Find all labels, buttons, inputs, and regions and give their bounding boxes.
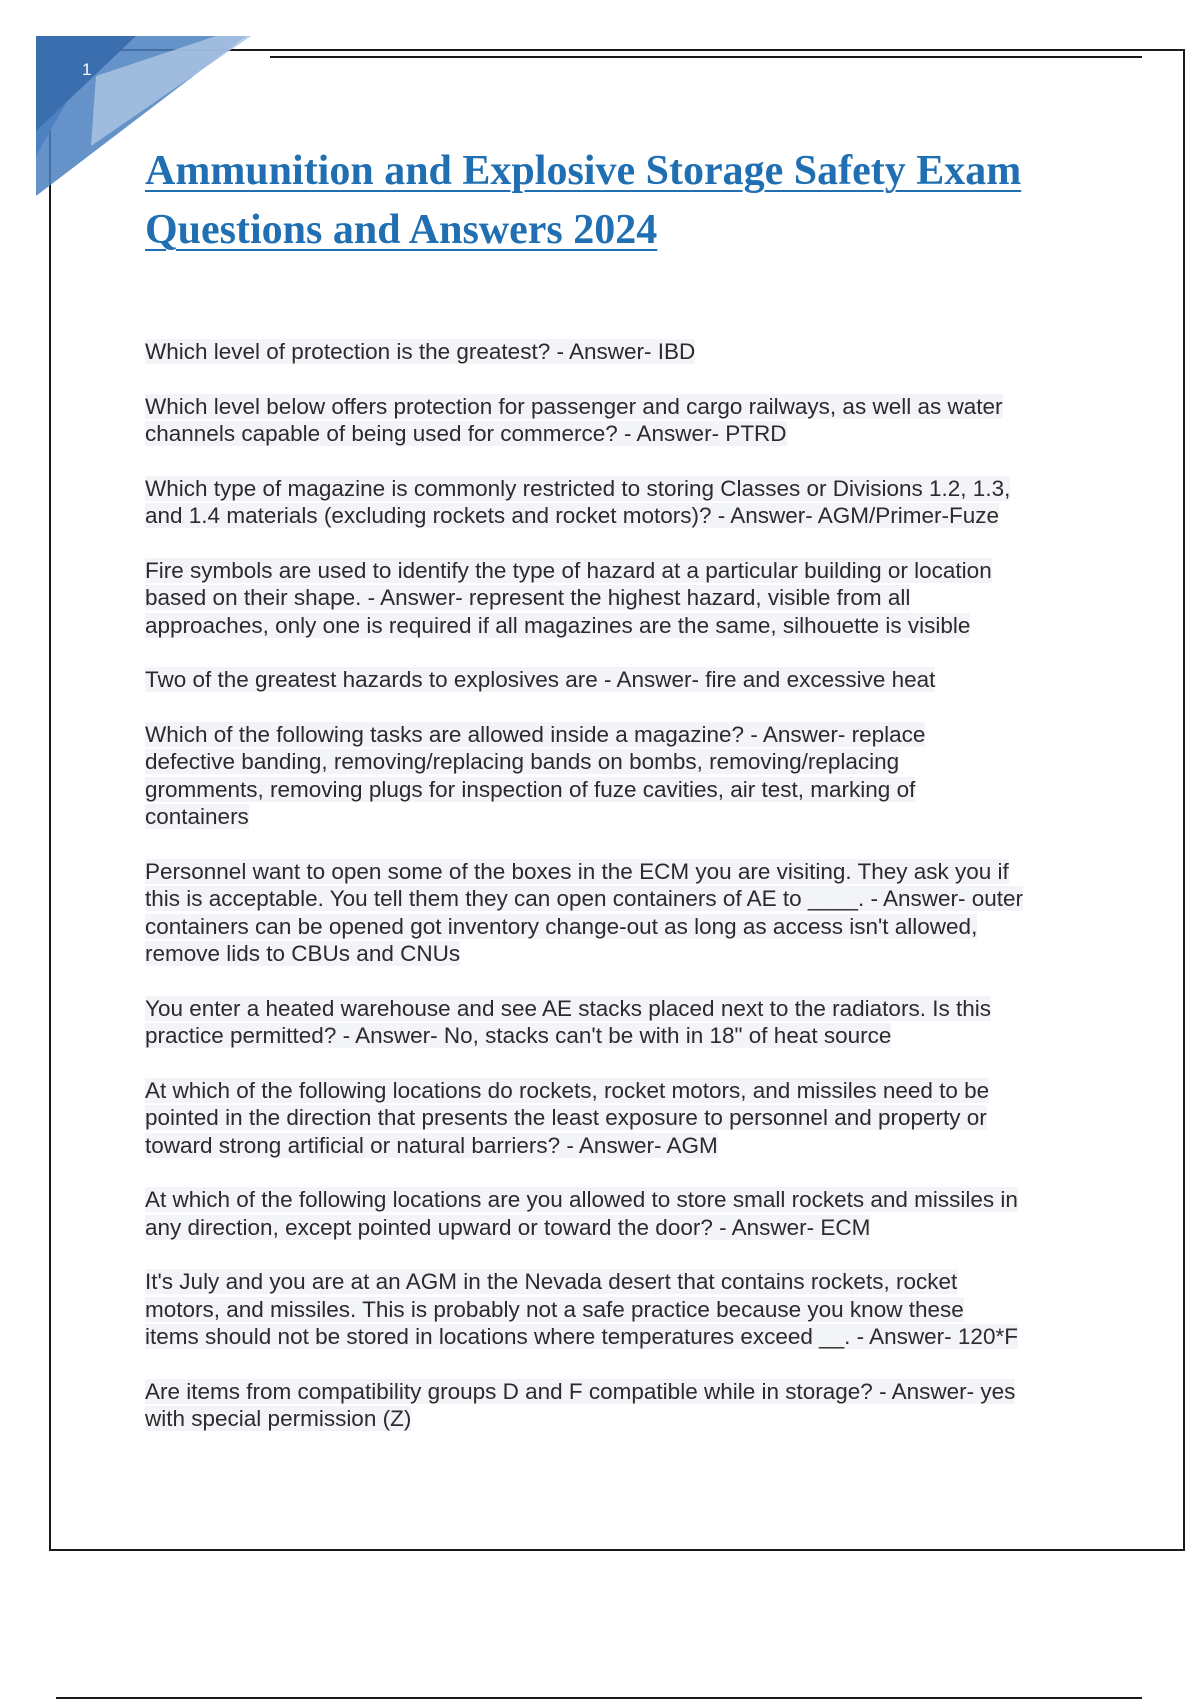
qa-item [145, 1186, 1105, 1241]
qa-line [145, 612, 1105, 640]
qa-item [145, 1378, 1105, 1433]
qa-line [145, 1323, 1105, 1351]
qa-item [145, 557, 1105, 640]
qa-item [145, 393, 1105, 448]
qa-line [145, 913, 1105, 941]
qa-line [145, 1214, 1105, 1242]
qa-line [145, 475, 1105, 503]
qa-line-text: At which of the following locations do rockets, rocket motors, and missiles need to be [145, 1077, 990, 1103]
qa-line-text: It's July and you are at an AGM in the Nevada desert that contains rockets, rocket [145, 1269, 958, 1294]
qa-line-text: Which type of magazine is commonly restricted to storing Classes or Divisions 1.2, 1.3, [145, 475, 1011, 501]
qa-item [145, 1077, 1105, 1160]
qa-line [145, 885, 1105, 913]
title-block [145, 142, 1105, 260]
qa-line [145, 557, 1105, 585]
qa-line [145, 584, 1105, 612]
qa-line-text: containers can be opened got inventory change-out as long as access isn't allowed, [145, 913, 978, 939]
qa-line-text: Are items from compatibility groups D and F compatible while in storage? - Answer- yes [145, 1378, 1016, 1404]
qa-line [145, 803, 1105, 831]
qa-line-text: items should not be stored in locations where temperatures exceed __. - Answer- 120*F [145, 1324, 1018, 1349]
qa-line [145, 748, 1105, 776]
qa-item [145, 475, 1105, 530]
qa-line [145, 1132, 1105, 1160]
qa-item [145, 995, 1105, 1050]
qa-line [145, 1296, 1105, 1324]
qa-item [145, 338, 1105, 366]
qa-line [145, 995, 1105, 1023]
qa-line [145, 666, 1105, 694]
qa-line-text: Personnel want to open some of the boxes in the ECM you are visiting. They ask you if [145, 858, 1009, 884]
qa-line-text: channels capable of being used for commerce? - Answer- PTRD [145, 421, 787, 446]
qa-item [145, 858, 1105, 968]
qa-line-text: gromments, removing plugs for inspection of fuze cavities, air test, marking of [145, 776, 916, 802]
page-number: 1 [82, 60, 92, 79]
qa-item [145, 721, 1105, 831]
qa-line-text: Two of the greatest hazards to explosives are - Answer- fire and excessive heat [145, 667, 936, 692]
qa-line-text: remove lids to CBUs and CNUs [145, 941, 461, 966]
qa-list [145, 338, 1105, 1460]
qa-line-text: Which of the following tasks are allowed inside a magazine? - Answer- replace [145, 721, 926, 747]
qa-line-text: Fire symbols are used to identify the type of hazard at a particular building or location [145, 557, 992, 583]
qa-item [145, 1268, 1105, 1351]
qa-line [145, 858, 1105, 886]
qa-line-text: this is acceptable. You tell them they can open containers of AE to ____. - Answer- outer [145, 886, 1024, 911]
qa-line-text: Which level of protection is the greatest? - Answer- IBD [145, 339, 696, 364]
footer-rule [56, 1697, 1142, 1699]
qa-line-text: approaches, only one is required if all magazines are the same, silhouette is visible [145, 612, 971, 638]
qa-line-text: containers [145, 804, 249, 829]
title-line-2: Questions and Answers 2024 [145, 207, 658, 253]
qa-line [145, 1077, 1105, 1105]
qa-line-text: toward strong artificial or natural barriers? - Answer- AGM [145, 1132, 718, 1158]
qa-line-text: any direction, except pointed upward or toward the door? - Answer- ECM [145, 1214, 871, 1240]
qa-line [145, 776, 1105, 804]
qa-line [145, 420, 1105, 448]
qa-line-text: practice permitted? - Answer- No, stacks can't be with in 18" of heat source [145, 1023, 892, 1048]
qa-line-text: defective banding, removing/replacing bands on bombs, removing/replacing [145, 749, 900, 774]
qa-line [145, 940, 1105, 968]
qa-line [145, 1268, 1105, 1296]
header-rule [270, 56, 1142, 58]
qa-line-text: pointed in the direction that presents the least exposure to personnel and property or [145, 1105, 987, 1130]
qa-line [145, 1104, 1105, 1132]
qa-line-text: Which level below offers protection for passenger and cargo railways, as well as water [145, 393, 1003, 419]
qa-line [145, 1378, 1105, 1406]
qa-line [145, 338, 1105, 366]
qa-line [145, 1405, 1105, 1433]
qa-line [145, 502, 1105, 530]
qa-line [145, 1186, 1105, 1214]
qa-line-text: You enter a heated warehouse and see AE stacks placed next to the radiators. Is this [145, 995, 991, 1021]
title-line-1: Ammunition and Explosive Storage Safety Exam [145, 148, 1022, 194]
qa-line-text: and 1.4 materials (excluding rockets and rocket motors)? - Answer- AGM/Primer-Fuze [145, 503, 1000, 528]
qa-line-text: based on their shape. - Answer- represent the highest hazard, visible from all [145, 585, 911, 610]
qa-item [145, 666, 1105, 694]
qa-line-text: motors, and missiles. This is probably not a safe practice because you know these [145, 1296, 964, 1322]
qa-line-text: with special permission (Z) [145, 1406, 412, 1431]
qa-line [145, 393, 1105, 421]
qa-line [145, 721, 1105, 749]
qa-line [145, 1022, 1105, 1050]
qa-line-text: At which of the following locations are you allowed to store small rockets and missiles in [145, 1187, 1018, 1212]
